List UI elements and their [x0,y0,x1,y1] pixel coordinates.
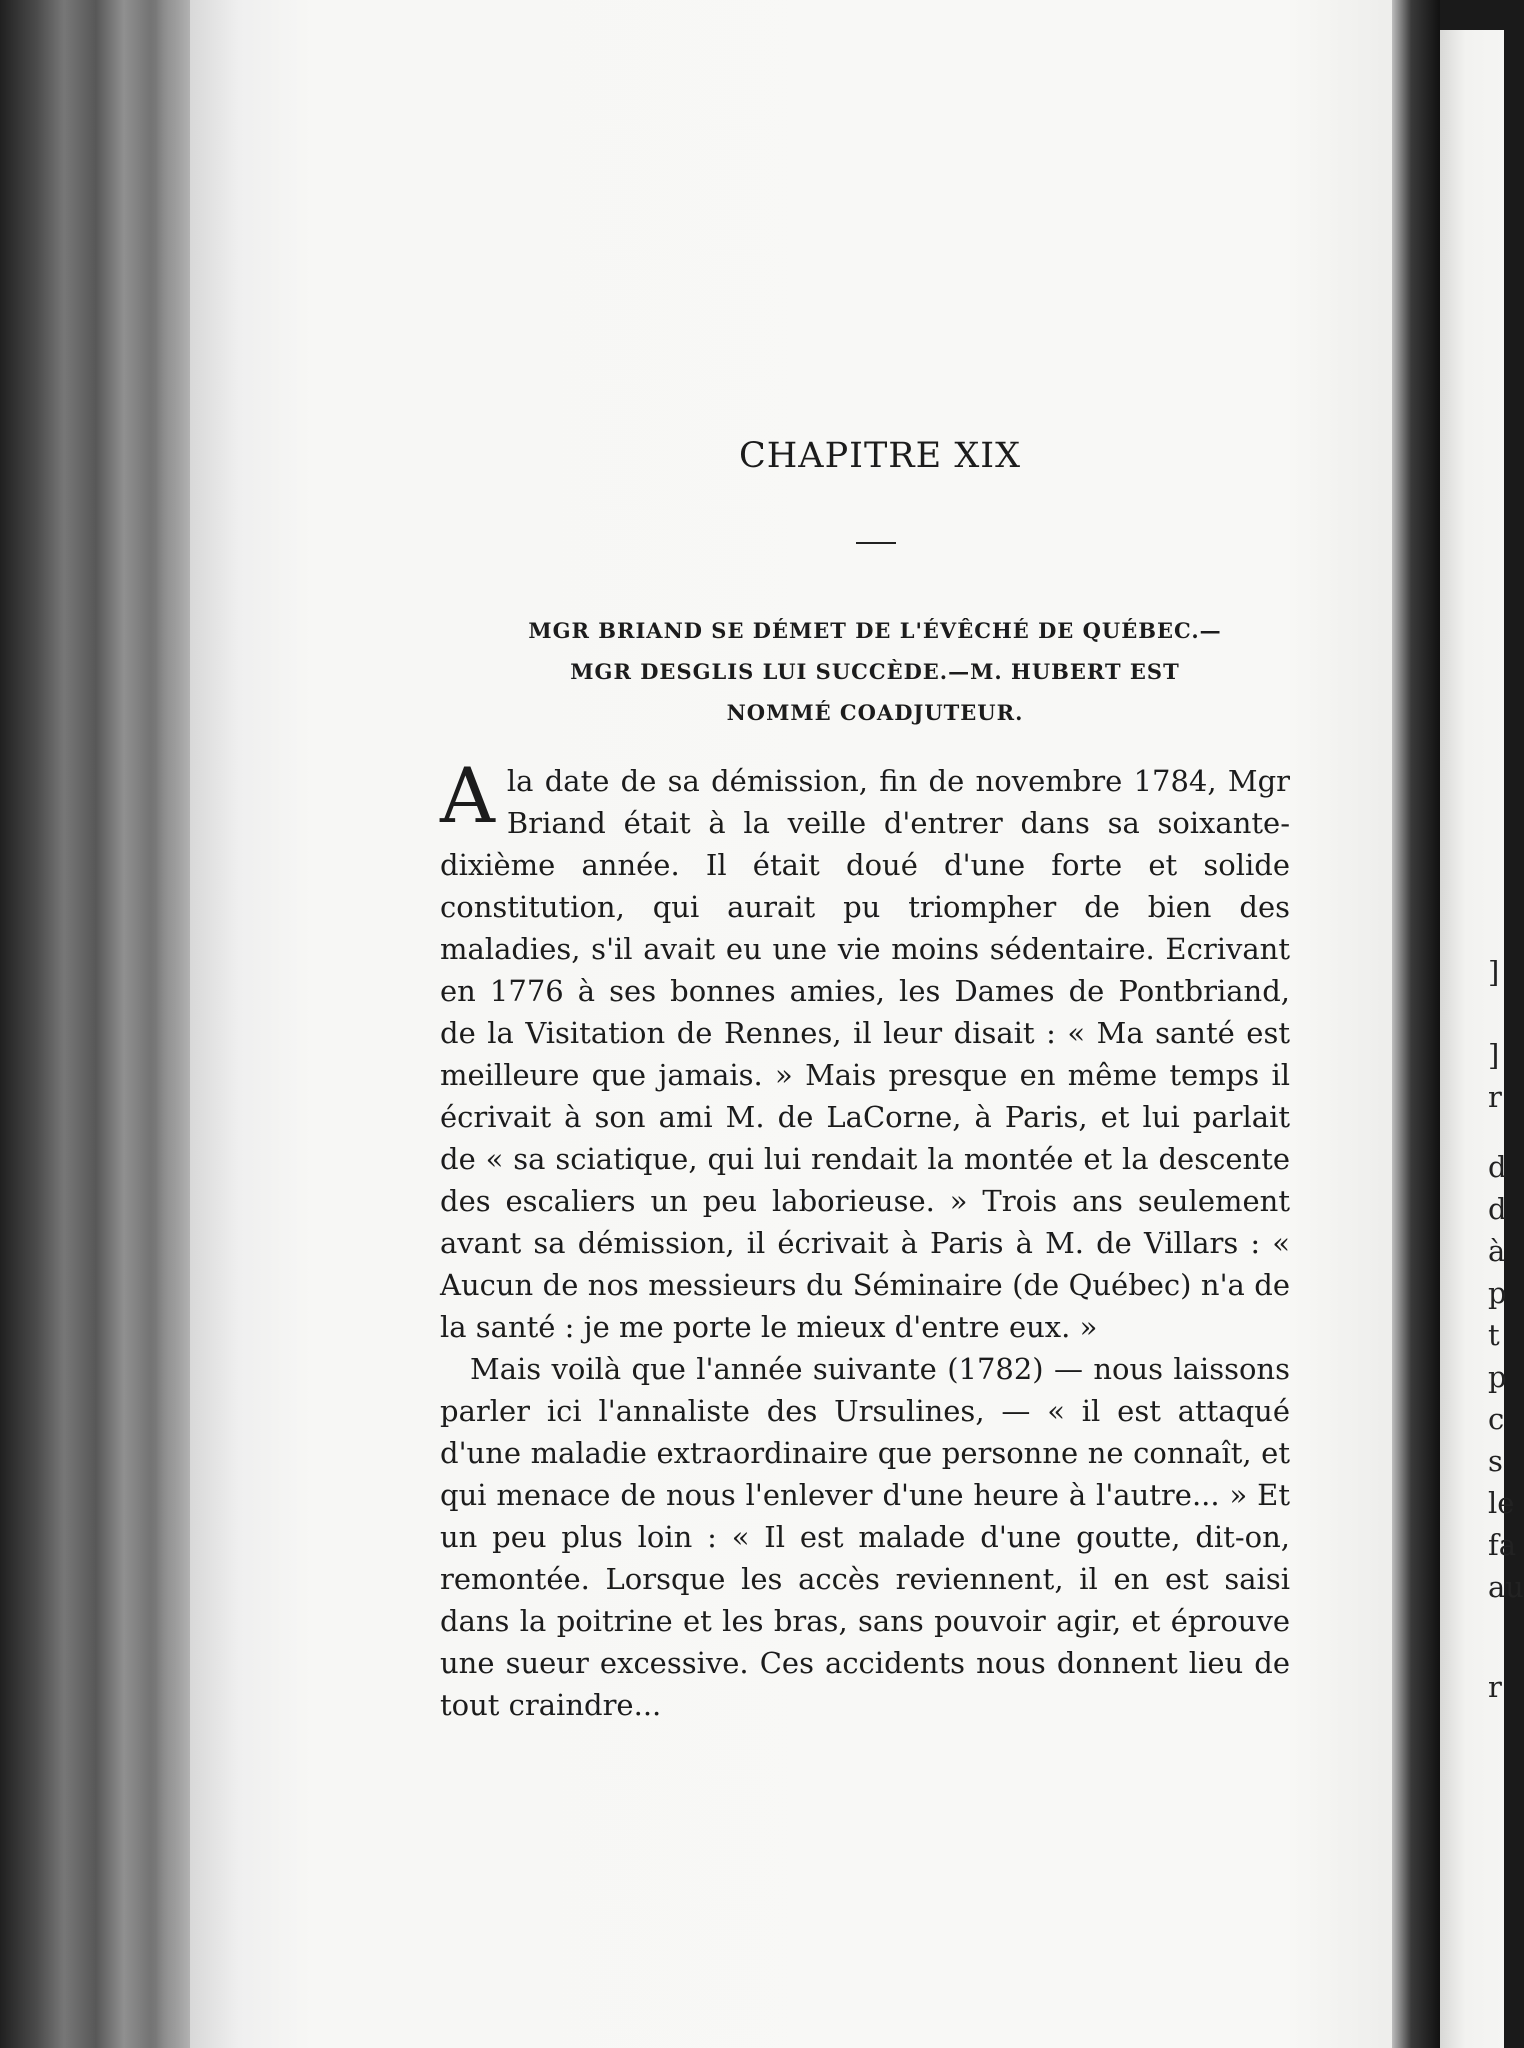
adjacent-letter: le [1488,1486,1515,1520]
chapter-summary [480,610,1270,733]
adjacent-page-text [1488,0,1524,2048]
adjacent-letter: d [1488,1150,1507,1184]
body-text [440,751,1290,1726]
adjacent-letter: p [1488,1276,1507,1310]
adjacent-letter: ] [1488,1038,1500,1072]
adjacent-letter: à [1488,1234,1506,1268]
paragraph-text: la date de sa démission, fin de novembre 1784, Mgr Briand était à la veille d'entrer dans sa soixante-dixième année. Il était doué d'une forte et solide constitution, qui aurait pu triompher de bien des maladies, s'il avait eu une vie moins sédentaire. Ecrivant en 1776 à ses bonnes amies, les Dames de Pontbriand, de la Visitation de Rennes, il leur disait : « Ma santé est meilleure que jamais. » Mais presque en même temps il écrivait à son ami M. de LaCorne, à Paris, et lui parlait de « sa sciatique, qui lui rendait la montée et la descente des escaliers un peu laborieuse. » Trois ans seulement avant sa démission, il écrivait à Paris à M. de Villars : « Aucun de nos messieurs du Séminaire (de Québec) n'a de la santé : je me porte le mieux d'entre eux. » [440,764,1290,1344]
book-gutter [1392,0,1440,2048]
paragraph: Mais voilà que l'année suivante (1782) — nous laissons parler ici l'annaliste des Ursulines, — « il est attaqué d'une maladie extraordinaire que personne ne connaît, et qui menace de nous l'enlever d'une heure à l'autre... » Et un peu plus loin : « Il est malade d'une goutte, dit-on, remontée. Lorsque les accès reviennent, il en est saisi dans la poitrine et les bras, sans pouvoir agir, et éprouve une sueur excessive. Ces accidents nous donnent lieu de tout craindre... [440,1352,1290,1722]
title-rule [856,542,896,544]
adjacent-letter: s [1488,1444,1503,1478]
adjacent-letter: c [1488,1402,1505,1436]
adjacent-letter: au [1488,1570,1524,1604]
drop-cap: A [440,751,495,840]
adjacent-letter: ] [1488,955,1500,989]
adjacent-letter: p [1488,1360,1507,1394]
summary-line: MGR BRIAND SE DÉMET DE L'ÉVÊCHÉ DE QUÉBEC.— [528,618,1222,643]
adjacent-letter: t [1488,1318,1500,1352]
summary-line: NOMMÉ COADJUTEUR. [726,700,1024,725]
adjacent-letter: r [1488,1670,1502,1704]
adjacent-letter: r [1488,1080,1502,1114]
chapter-title: CHAPITRE XIX [739,436,1021,476]
adjacent-letter: d [1488,1192,1507,1226]
summary-line: MGR DESGLIS LUI SUCCÈDE.—M. HUBERT EST [570,659,1180,684]
paragraph [440,751,1290,1348]
adjacent-letter: fa [1488,1528,1517,1562]
